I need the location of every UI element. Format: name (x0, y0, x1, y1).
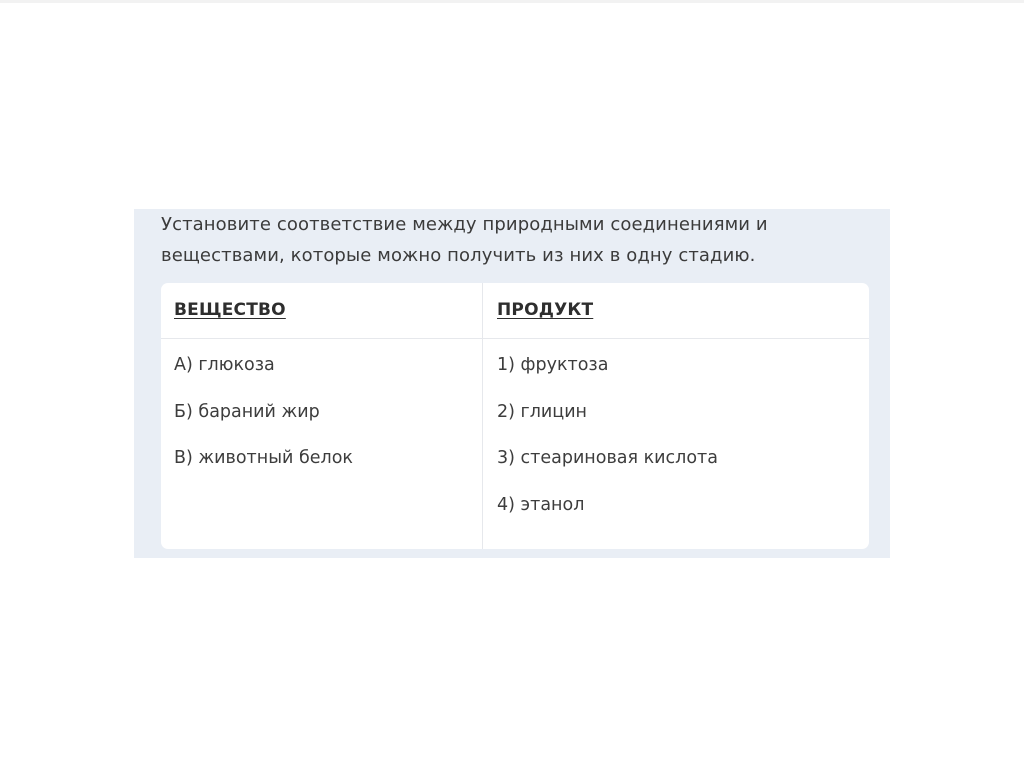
substance-item: Б) бараний жир (174, 401, 320, 422)
substance-list (174, 354, 353, 494)
product-item: 2) глицин (497, 401, 588, 422)
header-divider (161, 338, 869, 339)
product-item: 1) фруктоза (497, 355, 609, 375)
matching-table (161, 283, 869, 549)
product-column-header: ПРОДУКТ (497, 300, 594, 320)
task-question: Установите соответствие между природными соединениями и веществами, которые можно получить из них в одну стадию. (161, 214, 768, 266)
substance-item: А) глюкоза (174, 355, 275, 375)
substance-column-header: ВЕЩЕСТВО (174, 300, 286, 320)
top-edge (0, 0, 1024, 3)
column-divider (482, 283, 483, 549)
task-panel (134, 209, 890, 558)
product-list (497, 354, 718, 540)
product-item: 4) этанол (497, 494, 585, 515)
product-item: 3) стеариновая кислота (497, 448, 718, 468)
substance-item: В) животный белок (174, 448, 353, 468)
